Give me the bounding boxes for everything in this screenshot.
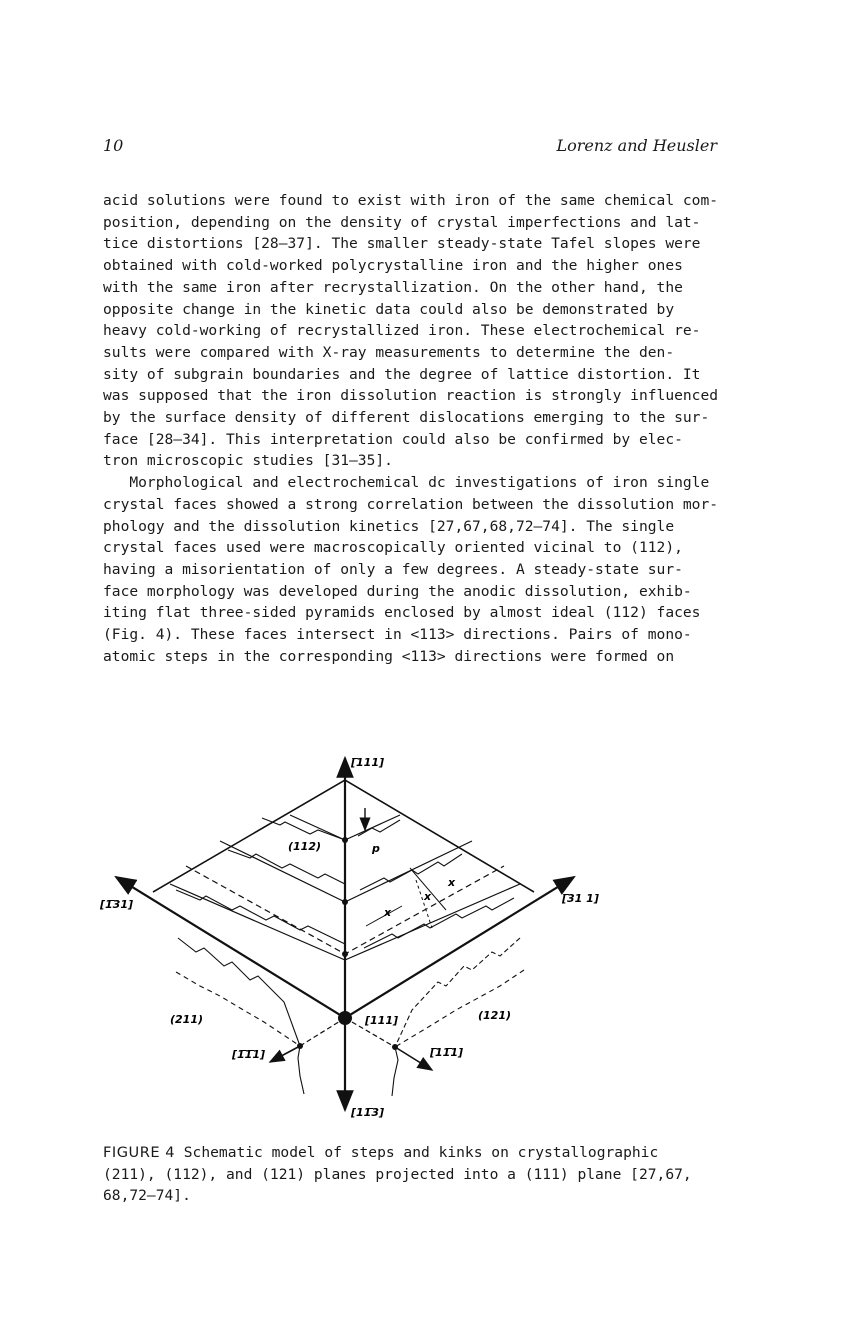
figure-caption bbox=[103, 1142, 717, 1207]
running-head: Lorenz and Heusler bbox=[556, 136, 717, 155]
steps-left-2 bbox=[228, 850, 345, 884]
body-line: sults were compared with X-ray measurements to determine the den- bbox=[103, 343, 675, 361]
label-lower-right: [̅11̅1] bbox=[430, 1046, 464, 1059]
steps-right-2 bbox=[360, 854, 462, 890]
body-line: opposite change in the kinetic data could also be demonstrated by bbox=[103, 300, 675, 318]
body-line: face [28–34]. This interpretation could also be confirmed by elec- bbox=[103, 430, 683, 448]
label-bottom-axis: [11̅3] bbox=[351, 1106, 385, 1119]
label-x-upper: x bbox=[448, 876, 456, 889]
label-x-small: x bbox=[384, 906, 392, 919]
body-line: crystal faces showed a strong correlation between the dissolution mor- bbox=[103, 495, 719, 513]
body-line: tron microscopic studies [31–35]. bbox=[103, 452, 393, 470]
body-line: face morphology was developed during the anodic dissolution, exhib- bbox=[103, 582, 692, 600]
body-line: tice distortions [28–37]. The smaller steady-state Tafel slopes were bbox=[103, 235, 701, 253]
caption-line: Schematic model of steps and kinks on crystallographic bbox=[174, 1144, 659, 1161]
label-plane-121: (121) bbox=[478, 1009, 512, 1022]
label-right-axis: [̅31 1] bbox=[562, 892, 599, 905]
branch-lower-left bbox=[300, 1018, 345, 1046]
label-step-p: p bbox=[372, 842, 380, 855]
body-line: obtained with cold-worked polycrystalline iron and the higher ones bbox=[103, 257, 683, 275]
body-text bbox=[103, 190, 717, 667]
caption-line: (211), (112), and (121) planes projected into a (111) plane [27,67, bbox=[103, 1165, 692, 1183]
label-plane-211: (211) bbox=[170, 1013, 204, 1026]
body-line: iting flat three-sided pyramids enclosed by almost ideal (112) faces bbox=[103, 604, 701, 622]
page-number: 10 bbox=[103, 136, 124, 155]
label-plane-112: (112) bbox=[288, 840, 322, 853]
label-left-axis: [1̅31] bbox=[100, 898, 134, 911]
label-x-lower: x bbox=[424, 890, 432, 903]
label-top-axis: [̅111] bbox=[351, 756, 385, 769]
pyramid-outline bbox=[153, 780, 534, 892]
label-center: [111] bbox=[365, 1014, 399, 1027]
body-line: Morphological and electrochemical dc investigations of iron single bbox=[103, 474, 710, 492]
body-line: crystal faces used were macroscopically oriented vicinal to (112), bbox=[103, 539, 683, 557]
figure-number: FIGURE 4 bbox=[103, 1144, 175, 1161]
crystal-step-diagram bbox=[0, 740, 849, 1130]
caption-line: 68,72–74]. bbox=[103, 1187, 191, 1204]
body-line: (Fig. 4). These faces intersect in <113> directions. Pairs of mono- bbox=[103, 626, 692, 644]
body-line: having a misorientation of only a few degrees. A steady-state sur- bbox=[103, 560, 683, 578]
body-line: heavy cold-working of recrystallized iron. These electrochemical re- bbox=[103, 322, 701, 340]
page-header bbox=[103, 136, 717, 160]
body-line: acid solutions were found to exist with iron of the same chemical com- bbox=[103, 192, 719, 209]
axis-right bbox=[345, 877, 574, 1018]
body-line: atomic steps in the corresponding <113> directions were formed on bbox=[103, 647, 675, 665]
body-line: was supposed that the iron dissolution reaction is strongly influenced bbox=[103, 387, 719, 405]
body-line: with the same iron after recrystallization. On the other hand, the bbox=[103, 278, 683, 296]
body-line: position, depending on the density of crystal imperfections and lat- bbox=[103, 213, 701, 231]
body-line: by the surface density of different dislocations emerging to the sur- bbox=[103, 409, 710, 427]
figure-4 bbox=[0, 740, 849, 1130]
label-lower-left: [1̅1̅1] bbox=[232, 1048, 266, 1061]
body-line: sity of subgrain boundaries and the degree of lattice distortion. It bbox=[103, 365, 701, 383]
body-line: phology and the dissolution kinetics [27,67,68,72–74]. The single bbox=[103, 517, 675, 535]
axis-left bbox=[116, 877, 345, 1018]
